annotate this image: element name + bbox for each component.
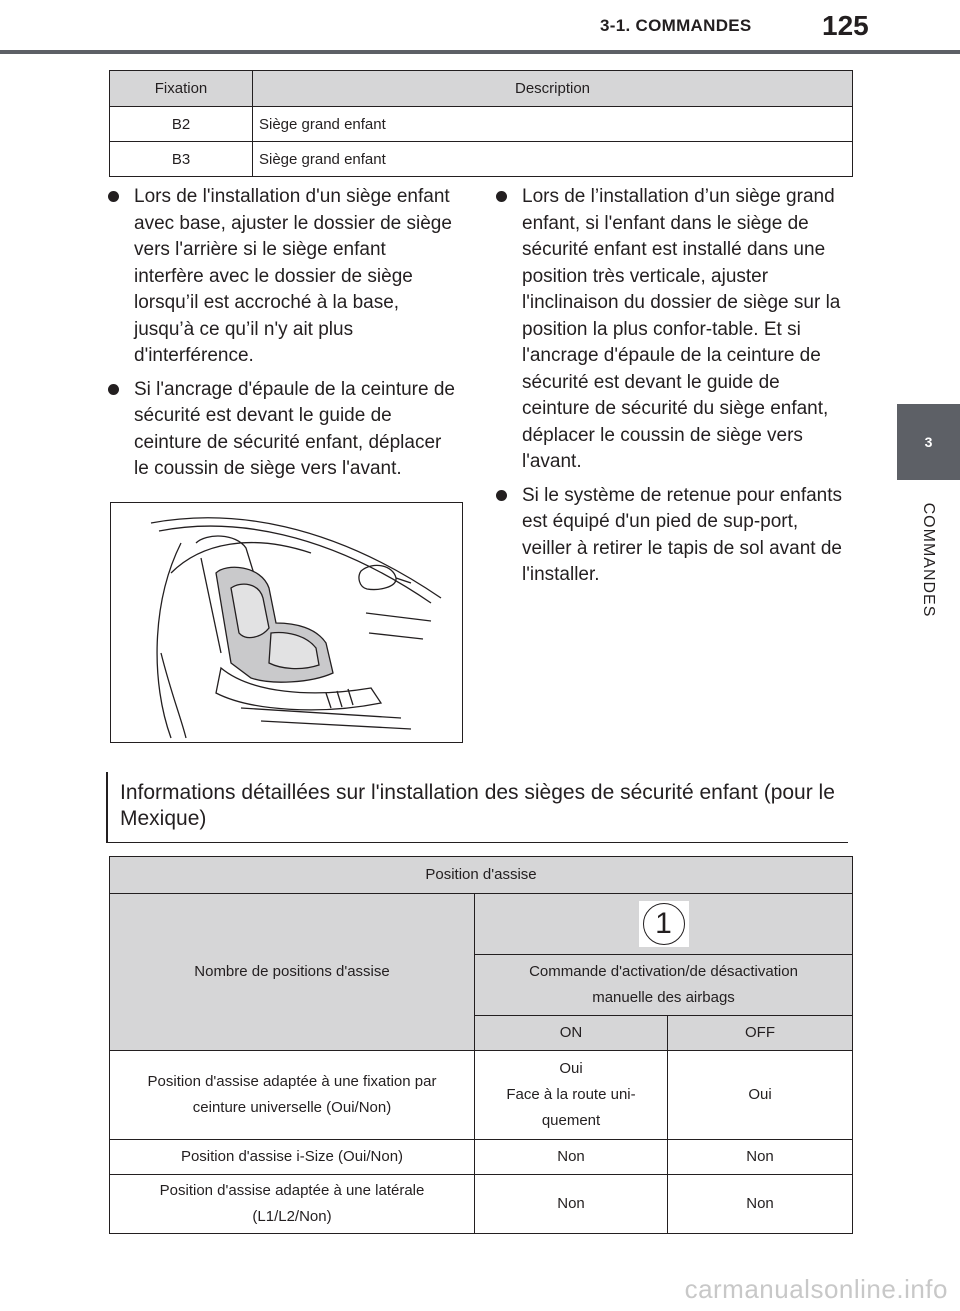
seat-count-label-cell: Nombre de positions d'assise <box>110 894 475 1051</box>
section-title: 3-1. COMMANDES <box>600 16 752 35</box>
seating-position-table <box>109 856 853 1234</box>
on-value: Oui <box>559 1060 583 1077</box>
table-row <box>110 142 853 177</box>
off-value-cell: Oui <box>668 1051 853 1140</box>
table-row <box>110 1140 853 1175</box>
off-value-cell: Non <box>668 1175 853 1234</box>
chapter-label: COMMANDES <box>920 502 937 618</box>
table-row <box>110 894 853 955</box>
seat-number-badge: 1 <box>643 903 685 945</box>
bullet-item: Lors de l’installation d’un siège grand enfant, si l'enfant dans le siège de sécurité enfant est installé dans une position très verticale, ajuster l'inclinaison du dossier de siège sur la position la plus confor-table. Et si l'ancrage d'épaule de la ceinture de sécurité est devant le guide de ceinture de sécurité du siège enfant, déplacer le coussin de siège vers l'avant. <box>496 184 851 476</box>
on-header-cell: ON <box>475 1016 668 1051</box>
seat-number-box <box>639 901 689 947</box>
section-heading-box <box>106 772 848 843</box>
on-value-note: Face à la route uni-quement <box>506 1086 636 1129</box>
left-column <box>108 184 458 490</box>
bullet-item: Lors de l'installation d'un siège enfant avec base, ajuster le dossier de siège vers l'arrière si le siège enfant interfère avec le dossier de siège lorsqu’il est accroché à la base, jusqu’à ce qu’il n'y ait plus d'interférence. <box>108 184 458 370</box>
page-number: 125 <box>822 10 869 41</box>
table-row <box>110 1051 853 1140</box>
description-cell: Siège grand enfant <box>253 107 853 142</box>
off-header-cell: OFF <box>668 1016 853 1051</box>
position-title-cell: Position d'assise <box>110 857 853 894</box>
column-header-description: Description <box>253 71 853 107</box>
table-row <box>110 1175 853 1234</box>
bullet-item: Si l'ancrage d'épaule de la ceinture de sécurité est devant le guide de ceinture de sécurité enfant, déplacer le coussin de siège vers l'avant. <box>108 377 458 483</box>
row-label-cell: Position d'assise adaptée à une fixation par ceinture universelle (Oui/Non) <box>110 1051 475 1140</box>
fixation-cell: B2 <box>110 107 253 142</box>
bullet-item: Si le système de retenue pour enfants est équipé d'un pied de sup-port, veiller à retirer le tapis de sol avant de l'installer. <box>496 483 851 589</box>
child-seat-drawing <box>111 503 462 742</box>
on-value-cell: Non <box>475 1175 668 1234</box>
description-cell: Siège grand enfant <box>253 142 853 177</box>
chapter-tab[interactable]: 3 <box>897 404 960 480</box>
row-label-cell: Position d'assise adaptée à une latérale (L1/L2/Non) <box>110 1175 475 1234</box>
watermark-link[interactable]: carmanualsonline.info <box>684 1274 948 1304</box>
fixation-cell: B3 <box>110 142 253 177</box>
table-row <box>110 107 853 142</box>
column-header-fixation: Fixation <box>110 71 253 107</box>
table-header-row <box>110 71 853 107</box>
off-value-cell: Non <box>668 1140 853 1175</box>
seat-number-cell <box>475 894 853 955</box>
airbag-switch-label-cell: Commande d'activation/de désactivation manuelle des airbags <box>475 955 853 1016</box>
on-value-cell <box>475 1051 668 1140</box>
bullet-list <box>496 184 851 589</box>
row-label-cell: Position d'assise i-Size (Oui/Non) <box>110 1140 475 1175</box>
on-value-cell: Non <box>475 1140 668 1175</box>
section-heading: Informations détaillées sur l'installation des sièges de sécurité enfant (pour le Mexique) <box>120 781 835 830</box>
fixation-table <box>109 70 853 177</box>
right-column <box>496 184 851 596</box>
table-header-row <box>110 857 853 894</box>
child-seat-illustration <box>110 502 463 743</box>
header-rule <box>0 50 960 54</box>
bullet-list <box>108 184 458 483</box>
